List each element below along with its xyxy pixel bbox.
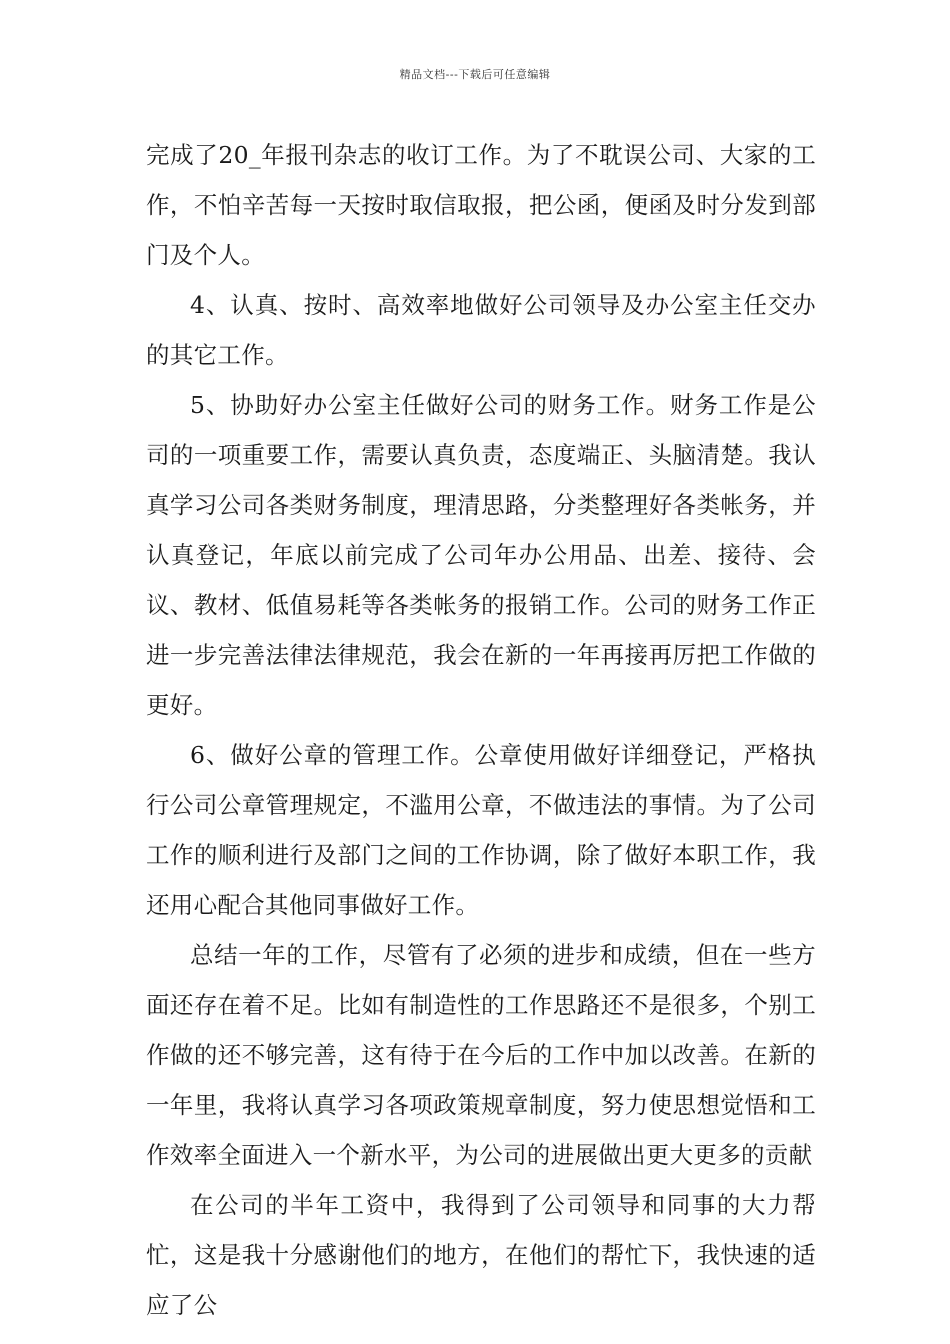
paragraph: 5、协助好办公室主任做好公司的财务工作。财务工作是公司的一项重要工作，需要认真负责，态度端正、头脑清楚。我认真学习公司各类财务制度，理清思路，分类整理好各类帐务，并认真登记，年底以前完成了公司年办公用品、出差、接待、会议、教材、低值易耗等各类帐务的报销工作。公司的财务工作正进一步完善法律法律规范，我会在新的一年再接再厉把工作做的更好。 — [146, 391, 816, 719]
document-body — [146, 130, 816, 1330]
paragraph: 完成了20_年报刊杂志的收订工作。为了不耽误公司、大家的工作，不怕辛苦每一天按时取信取报，把公函，便函及时分发到部门及个人。 — [146, 141, 816, 269]
paragraph: 4、认真、按时、高效率地做好公司领导及办公室主任交办的其它工作。 — [146, 291, 816, 369]
paragraph: 在公司的半年工资中，我得到了公司领导和同事的大力帮忙，这是我十分感谢他们的地方，在他们的帮忙下，我快速的适应了公 — [146, 1191, 816, 1319]
page-header: 精品文档---下载后可任意编辑 — [399, 68, 551, 81]
paragraph: 6、做好公章的管理工作。公章使用做好详细登记，严格执行公司公章管理规定，不滥用公章，不做违法的事情。为了公司工作的顺利进行及部门之间的工作协调，除了做好本职工作，我还用心配合其他同事做好工作。 — [146, 741, 816, 919]
paragraph: 总结一年的工作，尽管有了必须的进步和成绩，但在一些方面还存在着不足。比如有制造性的工作思路还不是很多，个别工作做的还不够完善，这有待于在今后的工作中加以改善。在新的一年里，我将认真学习各项政策规章制度，努力使思想觉悟和工作效率全面进入一个新水平，为公司的进展做出更大更多的贡献 — [146, 941, 816, 1169]
